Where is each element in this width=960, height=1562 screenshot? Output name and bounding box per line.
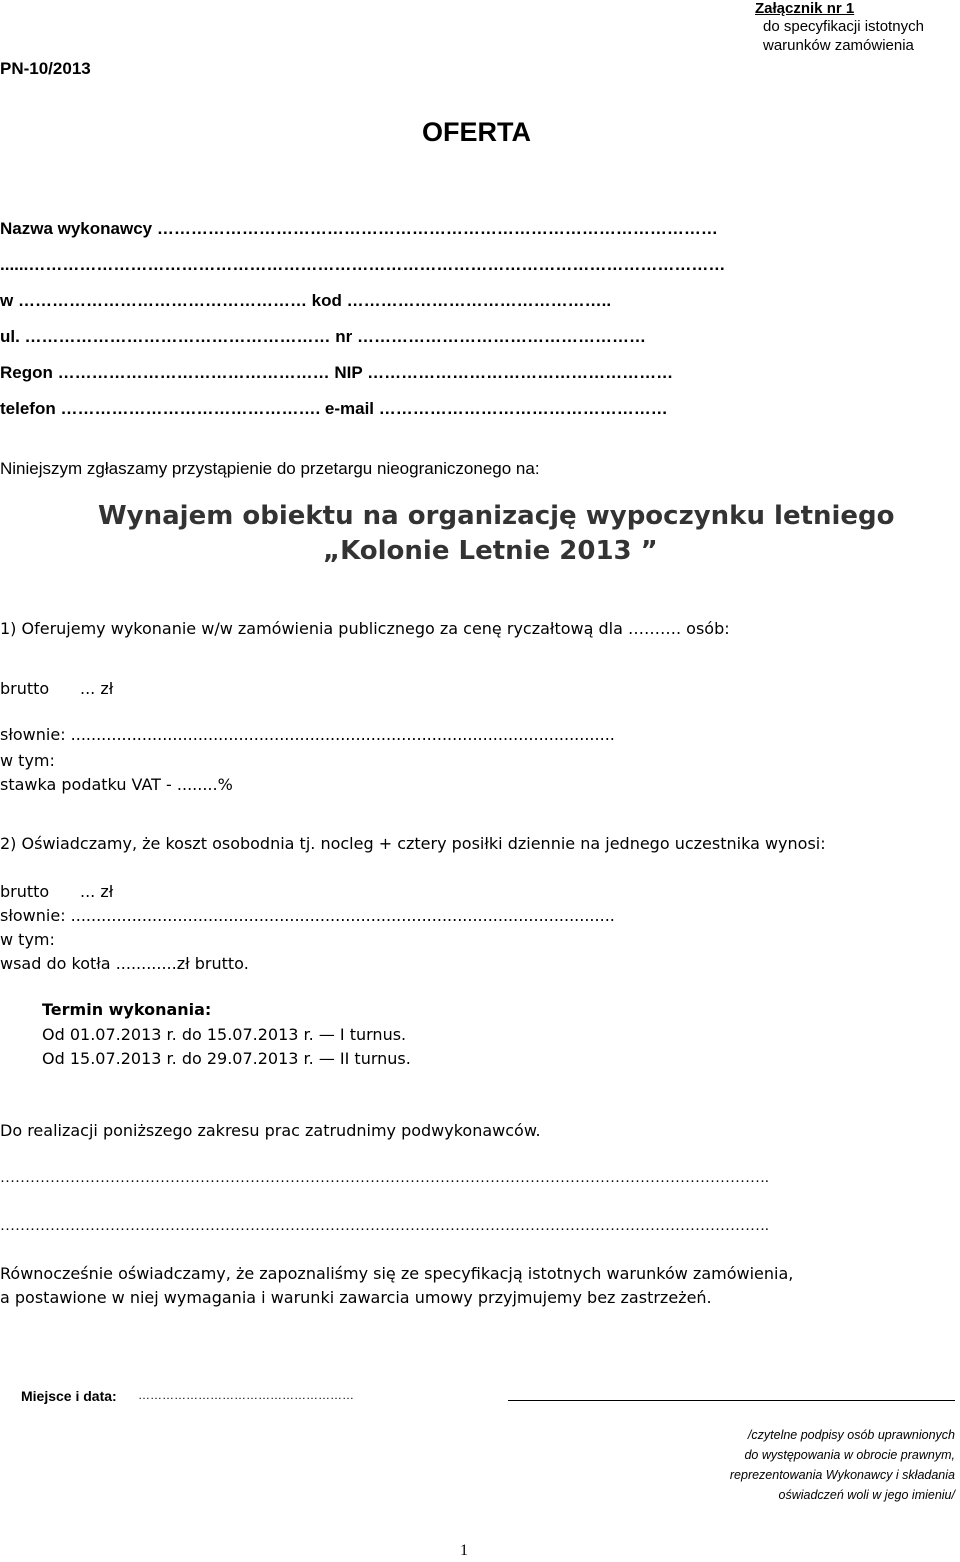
offer-1-slownie: słownie: ........................................................................................................... xyxy=(0,725,615,744)
contractor-city-line: w …………………………………………… kod ……………………………………….. xyxy=(0,291,612,310)
declaration-line-1: Równocześnie oświadczamy, że zapoznaliśmy się ze specyfikacją istotnych warunków zamówienia, xyxy=(0,1264,794,1283)
signature-line xyxy=(508,1400,955,1401)
intro-text: Niniejszym zgłaszamy przystąpienie do przetargu nieograniczonego na: xyxy=(0,459,540,478)
annex-line-2: warunków zamówienia xyxy=(763,37,914,54)
page-title: OFERTA xyxy=(422,117,531,147)
contractor-regon-line: Regon ………………………………………… NIP ……………………………………………… xyxy=(0,363,674,382)
signature-note-4: oświadczeń woli w jego imieniu/ xyxy=(778,1488,955,1502)
contractor-phone-line: telefon ………………………………………. e-mail …………………………………………… xyxy=(0,399,668,418)
place-date-label: Miejsce i data: xyxy=(21,1388,117,1404)
contractor-dots-line: ......…………………………………………………………………………………………………………… xyxy=(0,255,726,274)
subcontract-dots-1: ………………………………………………………………………………………………………………………………………. xyxy=(0,1170,769,1186)
offer-1-vat: stawka podatku VAT - ........% xyxy=(0,775,233,794)
termin-label: Termin wykonania: xyxy=(42,1000,212,1019)
offer-1-brutto-value: ... zł xyxy=(80,679,114,698)
signature-note-3: reprezentowania Wykonawcy i składania xyxy=(729,1468,955,1482)
offer-2-wsad: wsad do kotła ............zł brutto. xyxy=(0,954,249,973)
subcontract-text: Do realizacji poniższego zakresu prac zatrudnimy podwykonawców. xyxy=(0,1121,541,1140)
subject-line-2: „Kolonie Letnie 2013 ” xyxy=(323,536,658,566)
termin-line-1: Od 01.07.2013 r. do 15.07.2013 r. — I turnus. xyxy=(42,1025,407,1044)
offer-2-line: 2) Oświadczamy, że koszt osobodnia tj. nocleg + cztery posiłki dziennie na jednego uczestnika wynosi: xyxy=(0,834,826,853)
place-date-dots: ……………………………………………… xyxy=(138,1388,354,1402)
declaration-line-2: a postawione w niej wymagania i warunki zawarcia umowy przyjmujemy bez zastrzeżeń. xyxy=(0,1288,712,1307)
subject-line-1: Wynajem obiektu na organizację wypoczynku letniego xyxy=(98,501,895,531)
page-number: 1 xyxy=(460,1542,468,1559)
offer-2-brutto-label: brutto xyxy=(0,882,50,901)
reference-number: PN-10/2013 xyxy=(0,59,91,78)
offer-1-brutto-label: brutto xyxy=(0,679,50,698)
annex-title: Załącznik nr 1 xyxy=(755,0,855,17)
contractor-street-line: ul. ……………………………………………… nr …………………………………………… xyxy=(0,327,646,346)
termin-line-2: Od 15.07.2013 r. do 29.07.2013 r. — II turnus. xyxy=(42,1049,411,1068)
subcontract-dots-2: ………………………………………………………………………………………………………………………………………. xyxy=(0,1218,769,1234)
offer-2-brutto-value: ... zł xyxy=(80,882,114,901)
signature-note-2: do występowania w obrocie prawnym, xyxy=(744,1448,955,1462)
offer-1-line: 1) Oferujemy wykonanie w/w zamówienia publicznego za cenę ryczałtową dla ………. osób: xyxy=(0,619,730,638)
contractor-name-line: Nazwa wykonawcy ……………………………………………………………………………………… xyxy=(0,219,718,238)
annex-line-1: do specyfikacji istotnych xyxy=(763,18,924,35)
offer-2-w-tym: w tym: xyxy=(0,930,55,949)
signature-note-1: /czytelne podpisy osób uprawnionych xyxy=(747,1428,955,1442)
offer-2-slownie: słownie: ........................................................................................................... xyxy=(0,906,615,925)
offer-1-w-tym: w tym: xyxy=(0,751,55,770)
